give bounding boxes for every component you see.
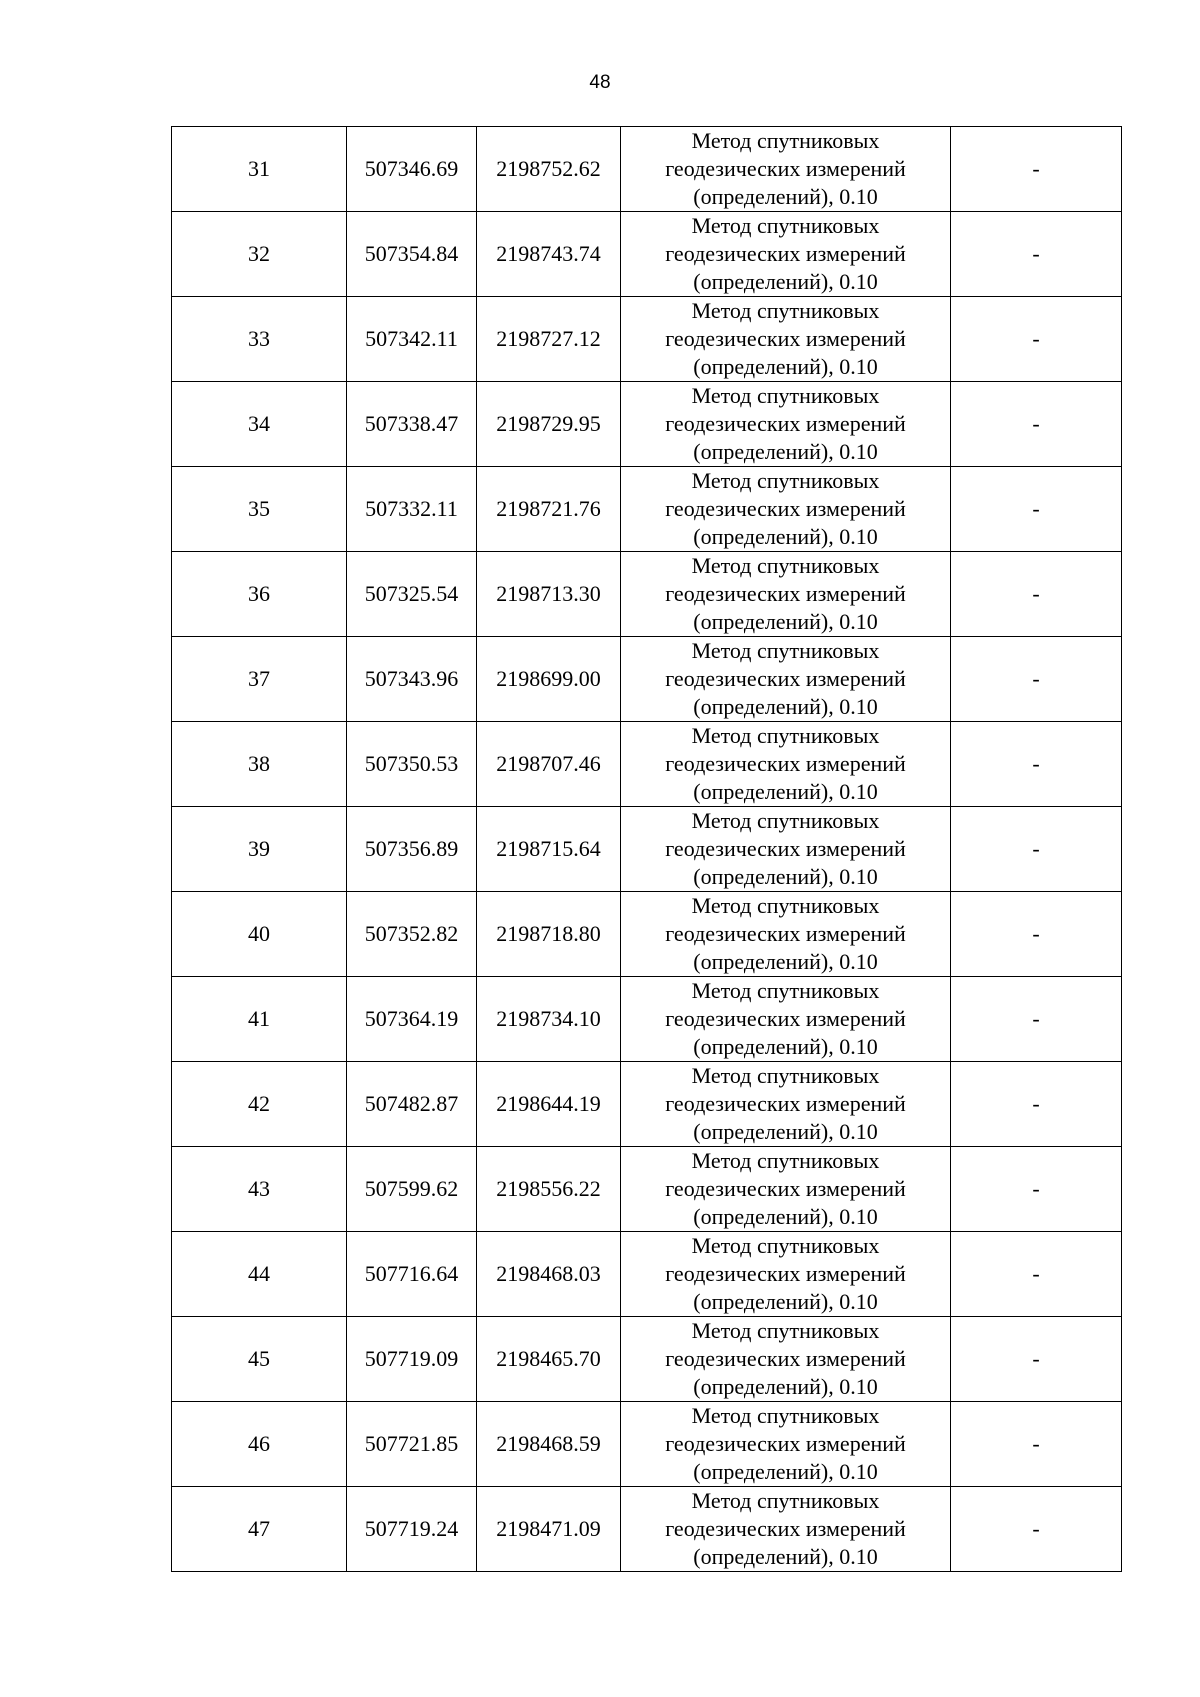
x-coordinate-cell: 507352.82: [347, 892, 477, 977]
table-row: [172, 977, 1122, 1062]
method-line: геодезических измерений: [665, 581, 906, 606]
x-coordinate-cell: 507721.85: [347, 1402, 477, 1487]
method-line: геодезических измерений: [665, 1346, 906, 1371]
note-cell: -: [951, 1402, 1122, 1487]
method-cell: [621, 127, 951, 212]
method-cell: [621, 1062, 951, 1147]
method-cell: [621, 637, 951, 722]
table-row: [172, 552, 1122, 637]
method-line: геодезических измерений: [665, 326, 906, 351]
note-cell: -: [951, 892, 1122, 977]
method-line: (определений), 0.10: [693, 1289, 878, 1314]
note-cell: -: [951, 1147, 1122, 1232]
method-line: геодезических измерений: [665, 1176, 906, 1201]
method-line: (определений), 0.10: [693, 439, 878, 464]
method-cell: [621, 212, 951, 297]
method-cell: [621, 807, 951, 892]
method-cell: [621, 722, 951, 807]
method-line: (определений), 0.10: [693, 1459, 878, 1484]
point-number-cell: 35: [172, 467, 347, 552]
table-row: [172, 467, 1122, 552]
method-line: геодезических измерений: [665, 1091, 906, 1116]
page-number: 48: [589, 72, 611, 93]
x-coordinate-cell: 507716.64: [347, 1232, 477, 1317]
method-line: (определений), 0.10: [693, 524, 878, 549]
method-cell: [621, 1402, 951, 1487]
method-cell: [621, 382, 951, 467]
method-line: (определений), 0.10: [693, 354, 878, 379]
x-coordinate-cell: 507343.96: [347, 637, 477, 722]
method-line: Метод спутниковых: [691, 1233, 880, 1258]
method-cell: [621, 1232, 951, 1317]
method-line: (определений), 0.10: [693, 949, 878, 974]
point-number-cell: 37: [172, 637, 347, 722]
note-cell: -: [951, 467, 1122, 552]
method-line: Метод спутниковых: [691, 383, 880, 408]
table-row: [172, 382, 1122, 467]
method-line: Метод спутниковых: [691, 213, 880, 238]
method-cell: [621, 892, 951, 977]
method-line: (определений), 0.10: [693, 269, 878, 294]
point-number-cell: 34: [172, 382, 347, 467]
note-cell: -: [951, 1232, 1122, 1317]
method-line: геодезических измерений: [665, 751, 906, 776]
y-coordinate-cell: 2198715.64: [477, 807, 621, 892]
x-coordinate-cell: 507356.89: [347, 807, 477, 892]
x-coordinate-cell: 507342.11: [347, 297, 477, 382]
method-line: Метод спутниковых: [691, 1148, 880, 1173]
point-number-cell: 36: [172, 552, 347, 637]
table-row: [172, 212, 1122, 297]
method-line: (определений), 0.10: [693, 864, 878, 889]
note-cell: -: [951, 1487, 1122, 1572]
x-coordinate-cell: 507346.69: [347, 127, 477, 212]
y-coordinate-cell: 2198721.76: [477, 467, 621, 552]
table-row: [172, 1062, 1122, 1147]
method-line: геодезических измерений: [665, 1516, 906, 1541]
y-coordinate-cell: 2198707.46: [477, 722, 621, 807]
y-coordinate-cell: 2198699.00: [477, 637, 621, 722]
x-coordinate-cell: 507482.87: [347, 1062, 477, 1147]
method-line: Метод спутниковых: [691, 978, 880, 1003]
method-line: геодезических измерений: [665, 496, 906, 521]
y-coordinate-cell: 2198465.70: [477, 1317, 621, 1402]
method-cell: [621, 977, 951, 1062]
method-line: (определений), 0.10: [693, 1034, 878, 1059]
method-line: (определений), 0.10: [693, 184, 878, 209]
point-number-cell: 33: [172, 297, 347, 382]
method-line: геодезических измерений: [665, 836, 906, 861]
y-coordinate-cell: 2198556.22: [477, 1147, 621, 1232]
point-number-cell: 47: [172, 1487, 347, 1572]
method-cell: [621, 297, 951, 382]
point-number-cell: 38: [172, 722, 347, 807]
x-coordinate-cell: 507719.09: [347, 1317, 477, 1402]
point-number-cell: 42: [172, 1062, 347, 1147]
method-line: (определений), 0.10: [693, 1204, 878, 1229]
method-cell: [621, 1317, 951, 1402]
y-coordinate-cell: 2198729.95: [477, 382, 621, 467]
note-cell: -: [951, 127, 1122, 212]
point-number-cell: 44: [172, 1232, 347, 1317]
coordinates-table: [171, 126, 1122, 1572]
y-coordinate-cell: 2198644.19: [477, 1062, 621, 1147]
method-line: Метод спутниковых: [691, 893, 880, 918]
method-line: (определений), 0.10: [693, 779, 878, 804]
x-coordinate-cell: 507338.47: [347, 382, 477, 467]
table-row: [172, 722, 1122, 807]
method-line: геодезических измерений: [665, 156, 906, 181]
point-number-cell: 43: [172, 1147, 347, 1232]
method-line: Метод спутниковых: [691, 553, 880, 578]
method-cell: [621, 1487, 951, 1572]
method-line: геодезических измерений: [665, 1431, 906, 1456]
method-line: геодезических измерений: [665, 1006, 906, 1031]
point-number-cell: 40: [172, 892, 347, 977]
coordinates-table-body: [172, 127, 1122, 1572]
x-coordinate-cell: 507719.24: [347, 1487, 477, 1572]
y-coordinate-cell: 2198713.30: [477, 552, 621, 637]
method-line: Метод спутниковых: [691, 1403, 880, 1428]
point-number-cell: 39: [172, 807, 347, 892]
method-line: геодезических измерений: [665, 1261, 906, 1286]
table-row: [172, 297, 1122, 382]
table-row: [172, 807, 1122, 892]
note-cell: -: [951, 297, 1122, 382]
note-cell: -: [951, 1062, 1122, 1147]
point-number-cell: 32: [172, 212, 347, 297]
point-number-cell: 41: [172, 977, 347, 1062]
method-cell: [621, 467, 951, 552]
point-number-cell: 31: [172, 127, 347, 212]
y-coordinate-cell: 2198734.10: [477, 977, 621, 1062]
y-coordinate-cell: 2198471.09: [477, 1487, 621, 1572]
note-cell: -: [951, 1317, 1122, 1402]
x-coordinate-cell: 507332.11: [347, 467, 477, 552]
method-line: Метод спутниковых: [691, 1318, 880, 1343]
method-line: Метод спутниковых: [691, 1063, 880, 1088]
point-number-cell: 46: [172, 1402, 347, 1487]
note-cell: -: [951, 637, 1122, 722]
method-line: Метод спутниковых: [691, 638, 880, 663]
y-coordinate-cell: 2198718.80: [477, 892, 621, 977]
table-row: [172, 1147, 1122, 1232]
note-cell: -: [951, 807, 1122, 892]
method-line: (определений), 0.10: [693, 694, 878, 719]
table-row: [172, 1317, 1122, 1402]
method-line: (определений), 0.10: [693, 1544, 878, 1569]
method-line: геодезических измерений: [665, 921, 906, 946]
y-coordinate-cell: 2198727.12: [477, 297, 621, 382]
x-coordinate-cell: 507325.54: [347, 552, 477, 637]
method-line: (определений), 0.10: [693, 1119, 878, 1144]
table-row: [172, 892, 1122, 977]
method-line: Метод спутниковых: [691, 808, 880, 833]
method-cell: [621, 552, 951, 637]
x-coordinate-cell: 507354.84: [347, 212, 477, 297]
note-cell: -: [951, 722, 1122, 807]
point-number-cell: 45: [172, 1317, 347, 1402]
method-line: геодезических измерений: [665, 666, 906, 691]
y-coordinate-cell: 2198743.74: [477, 212, 621, 297]
method-line: Метод спутниковых: [691, 468, 880, 493]
method-line: геодезических измерений: [665, 411, 906, 436]
note-cell: -: [951, 382, 1122, 467]
method-cell: [621, 1147, 951, 1232]
method-line: Метод спутниковых: [691, 298, 880, 323]
y-coordinate-cell: 2198468.03: [477, 1232, 621, 1317]
y-coordinate-cell: 2198752.62: [477, 127, 621, 212]
method-line: Метод спутниковых: [691, 1488, 880, 1513]
y-coordinate-cell: 2198468.59: [477, 1402, 621, 1487]
note-cell: -: [951, 977, 1122, 1062]
x-coordinate-cell: 507364.19: [347, 977, 477, 1062]
x-coordinate-cell: 507599.62: [347, 1147, 477, 1232]
note-cell: -: [951, 212, 1122, 297]
note-cell: -: [951, 552, 1122, 637]
method-line: (определений), 0.10: [693, 609, 878, 634]
method-line: Метод спутниковых: [691, 723, 880, 748]
method-line: геодезических измерений: [665, 241, 906, 266]
table-row: [172, 127, 1122, 212]
method-line: Метод спутниковых: [691, 128, 880, 153]
table-row: [172, 1487, 1122, 1572]
table-row: [172, 1402, 1122, 1487]
x-coordinate-cell: 507350.53: [347, 722, 477, 807]
table-row: [172, 1232, 1122, 1317]
method-line: (определений), 0.10: [693, 1374, 878, 1399]
table-row: [172, 637, 1122, 722]
